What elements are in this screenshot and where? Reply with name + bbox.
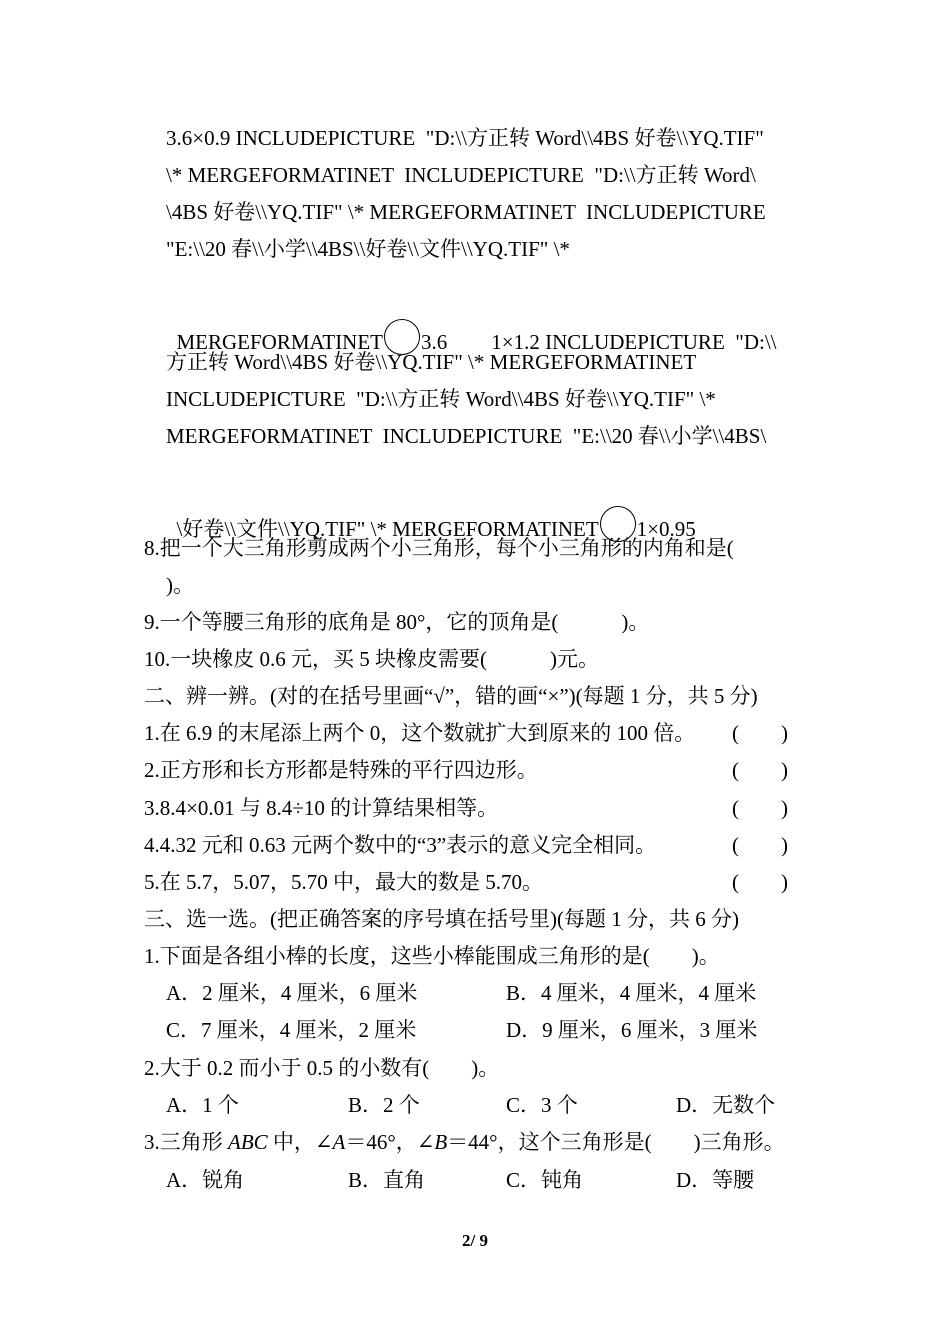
s3-q3-part-7: ＝44°，这个三角形是( )三角形。	[447, 1130, 785, 1154]
s2-answer-box-4[interactable]: ( )	[732, 833, 788, 857]
q7-line-9-text-a: \好卷\\文件\\YQ.TIF" \* MERGEFORMATINET	[176, 517, 599, 541]
s3-q3-option-c[interactable]: C．钝角	[506, 1168, 584, 1192]
s3-q2-option-a[interactable]: A．1 个	[166, 1093, 239, 1117]
section3-title: 三、选一选。(把正确答案的序号填在括号里)(每题 1 分，共 6 分)	[144, 907, 739, 931]
s2-answer-box-3[interactable]: ( )	[732, 796, 788, 820]
q7-line-2: \* MERGEFORMATINET INCLUDEPICTURE "D:\\方正转 Word\	[166, 163, 756, 187]
q7-line-4: "E:\\20 春\\小学\\4BS\\好卷\\文件\\YQ.TIF" \*	[166, 237, 570, 261]
s2-item-4: 4.4.32 元和 0.63 元两个数中的“3”表示的意义完全相同。	[144, 833, 657, 857]
q8-line-1: 8.把一个大三角形剪成两个小三角形，每个小三角形的内角和是(	[144, 536, 734, 560]
s3-q1-option-b[interactable]: B．4 厘米，4 厘米，4 厘米	[506, 981, 757, 1005]
q7-line-5-text-a: MERGEFORMATINET	[176, 330, 384, 354]
s3-q2-option-d[interactable]: D．无数个	[676, 1093, 776, 1117]
q10: 10.一块橡皮 0.6 元，买 5 块橡皮需要( )元。	[144, 647, 599, 671]
s3-q1-option-a[interactable]: A．2 厘米，4 厘米，6 厘米	[166, 981, 418, 1005]
q7-line-1: 3.6×0.9 INCLUDEPICTURE "D:\\方正转 Word\\4BS 好卷\\YQ.TIF"	[166, 126, 764, 150]
s3-q3-stem	[144, 1132, 785, 1153]
s2-item-5: 5.在 5.7，5.07，5.70 中，最大的数是 5.70。	[144, 870, 543, 894]
s3-q3-triangle-name: ABC	[228, 1130, 268, 1154]
section2-title: 二、辨一辨。(对的在括号里画“√”，错的画“×”)(每题 1 分，共 5 分)	[144, 684, 758, 708]
q8-line-2: )。	[166, 573, 194, 597]
page-number: 2/ 9	[462, 1231, 488, 1250]
s2-answer-box-1[interactable]: ( )	[732, 721, 788, 745]
s3-q3-angle-a: A	[332, 1130, 346, 1154]
s3-q3-option-d[interactable]: D．等腰	[676, 1168, 755, 1192]
s3-q1-stem: 1.下面是各组小棒的长度，这些小棒能围成三角形的是( )。	[144, 944, 720, 968]
s2-item-2: 2.正方形和长方形都是特殊的平行四边形。	[144, 758, 538, 782]
s2-item-3: 3.8.4×0.01 与 8.4÷10 的计算结果相等。	[144, 796, 499, 820]
q9: 9.一个等腰三角形的底角是 80°，它的顶角是( )。	[144, 610, 650, 634]
q7-line-5-text-c: 1×1.2 INCLUDEPICTURE "D:\\	[491, 330, 777, 354]
q7-line-7: INCLUDEPICTURE "D:\\方正转 Word\\4BS 好卷\\YQ.TIF" \*	[166, 387, 716, 411]
q7-line-9-text-b: 1×0.95	[636, 517, 696, 541]
q7-line-3: \4BS 好卷\\YQ.TIF" \* MERGEFORMATINET INCLUDEPICTURE	[166, 200, 766, 224]
q7-line-5	[166, 298, 777, 355]
s3-q2-option-c[interactable]: C．3 个	[506, 1093, 578, 1117]
s2-answer-box-2[interactable]: ( )	[732, 758, 788, 782]
s2-item-1: 1.在 6.9 的末尾添上两个 0，这个数就扩大到原来的 100 倍。	[144, 721, 696, 745]
s3-q3-part-1: 3.三角形	[144, 1130, 228, 1154]
s3-q3-part-5: ＝46°，∠	[345, 1130, 435, 1154]
s3-q2-stem: 2.大于 0.2 而小于 0.5 的小数有( )。	[144, 1056, 500, 1080]
s3-q2-option-b[interactable]: B．2 个	[348, 1093, 420, 1117]
q7-line-8: MERGEFORMATINET INCLUDEPICTURE "E:\\20 春\\小学\\4BS\	[166, 424, 767, 448]
s3-q3-part-3: 中，∠	[267, 1130, 333, 1154]
s3-q3-angle-b: B	[434, 1130, 448, 1154]
s2-answer-box-5[interactable]: ( )	[732, 870, 788, 894]
q7-line-6: 方正转 Word\\4BS 好卷\\YQ.TIF" \* MERGEFORMATINET	[166, 350, 697, 374]
q7-line-5-text-b: 3.6	[421, 330, 448, 354]
s3-q3-option-b[interactable]: B．直角	[348, 1168, 426, 1192]
q7-line-9	[166, 485, 696, 542]
s3-q1-option-c[interactable]: C．7 厘米，4 厘米，2 厘米	[166, 1018, 417, 1042]
s3-q3-option-a[interactable]: A．锐角	[166, 1168, 245, 1192]
s3-q1-option-d[interactable]: D．9 厘米，6 厘米，3 厘米	[506, 1018, 758, 1042]
